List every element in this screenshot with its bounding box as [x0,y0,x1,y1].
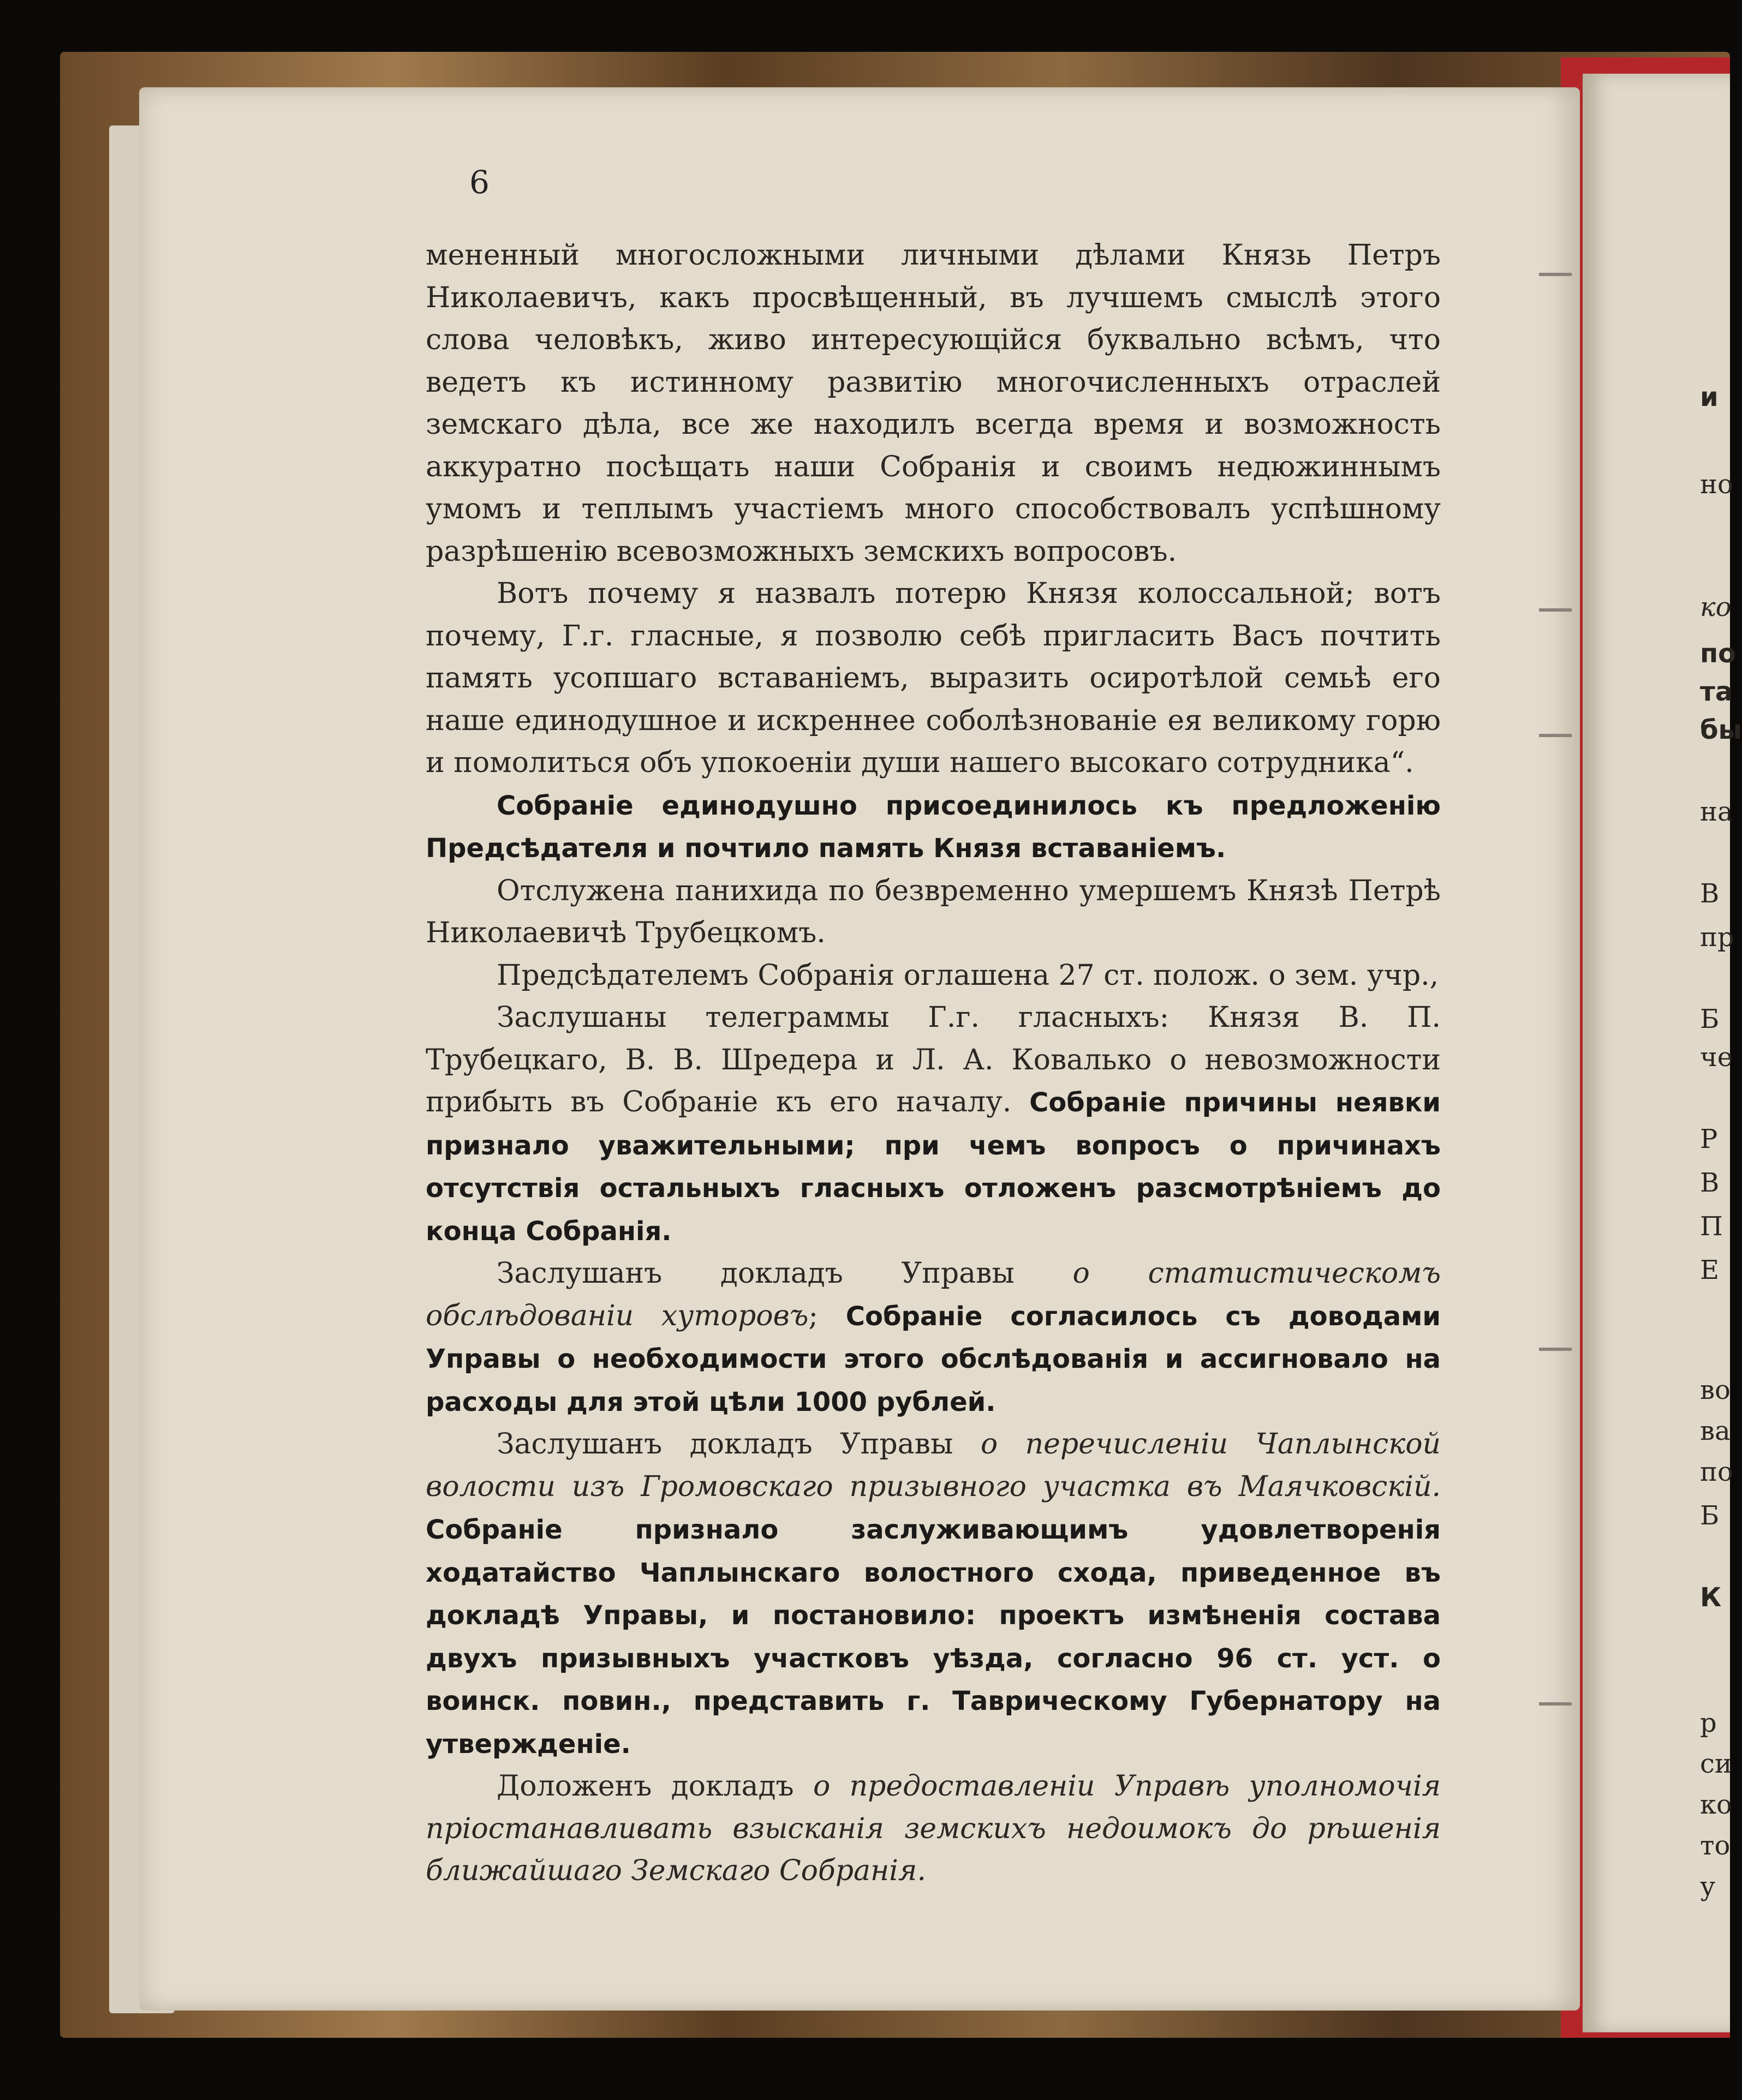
text-span: мененный многосложными личными дѣлами Князь Петръ Николаевичъ, какъ просвѣщенный, въ лучшемъ смыслѣ этого слова человѣкъ, живо интересующійся буквально всѣмъ, что ведетъ къ истинному развитію многочисленныхъ отраслей земскаго дѣла, все же находилъ всегда время и возможность аккуратно посѣщать наши Собранія и своимъ недюжиннымъ умомъ и теплымъ участіемъ много способствовалъ успѣшному разрѣшенію всевозможныхъ земскихъ вопросовъ. [426,239,1441,568]
right-page-fragment: по [1700,1457,1733,1487]
text-span: о предоставленіи Управѣ уполномочія пріостанавливать взысканія земскихъ недоимокъ до рѣшенія ближайшаго Земскаго Собранія. [426,1770,1441,1887]
right-page-fragment: П [1700,1211,1723,1242]
paragraph [426,235,1441,573]
right-page-fragment: ва [1700,1416,1731,1446]
text-span: Заслушанъ докладъ Управы [497,1257,1073,1290]
right-page-fragment: К [1700,1582,1722,1613]
text-span: ; [808,1299,846,1332]
right-page-fragment: во [1700,1375,1731,1405]
right-page-fragment: Р [1700,1124,1718,1154]
binding-thread [1539,1348,1572,1351]
right-page-fragment: ко [1700,592,1732,623]
text-span: Заслушанъ докладъ Управы [497,1428,981,1461]
text-span: Собраніе единодушно присоединилось къ предложенію Предсѣдателя и почтило память Князя вставаніемъ. [426,790,1441,864]
right-page-fragment: бы [1700,715,1742,745]
paragraph [426,955,1441,997]
text-span: Доложенъ докладъ [497,1770,813,1803]
right-page-fragment: то [1700,1830,1731,1861]
right-page-fragment: Б [1700,1004,1720,1034]
paragraph [426,573,1441,785]
right-page-fragment: Е [1700,1255,1720,1285]
binding-thread [1539,1702,1572,1706]
page-body-text [426,235,1441,1893]
binding-thread [1539,273,1572,276]
paragraph [426,1253,1441,1423]
paragraph [426,997,1441,1253]
text-span: Собраніе согласилось съ доводами Управы о необходимости этого обслѣдованія и ассигновало на расходы для этой цѣли 1000 рублей. [426,1301,1441,1417]
right-page-fragment: у [1700,1871,1716,1902]
paragraph [426,785,1441,870]
right-page-fragment: на [1700,797,1733,827]
right-page-fragment: си [1700,1749,1732,1779]
right-page-fragment: та [1700,677,1733,707]
right-page-fragment: че [1700,1042,1733,1073]
right-page-fragment: и [1700,382,1719,412]
right-page-fragment: пр [1700,922,1734,953]
paragraph [426,1766,1441,1893]
page-number: 6 [469,164,490,201]
text-span: Вотъ почему я назвалъ потерю Князя колоссальной; вотъ почему, Г.г. гласные, я позволю себѣ пригласить Васъ почтить память усопшаго вставаніемъ, выразить осиротѣлой семьѣ его наше единодушное и искреннее соболѣзнованіе ея великому горю и помолиться объ упокоеніи души нашего высокаго сотрудника“. [426,577,1441,779]
right-page-fragment: Б [1700,1500,1720,1531]
text-span: Заслушаны телеграммы Г.г. гласныхъ: Князя В. П. Трубецкаго, В. В. Шредера и Л. А. Ковалько о невозможности прибыть въ Собраніе къ его началу. [426,1001,1441,1118]
text-span: Собраніе признало заслуживающимъ удовлетворенія ходатайство Чаплынскаго волостного схода, приведенное въ докладѣ Управы, и постановило: проектъ измѣненія состава двухъ призывныхъ участковъ уѣзда, согласно 96 ст. уст. о воинск. повин., представить г. Таврическому Губернатору на утвержденіе. [426,1515,1441,1760]
binding-thread [1539,608,1572,612]
text-span: о перечисленіи Чаплынской волости изъ Громовскаго призывного участка въ Маячковскій. [426,1428,1441,1503]
text-span: Отслужена панихида по безвременно умершемъ Князѣ Петрѣ Николаевичѣ Трубецкомъ. [426,874,1441,949]
text-span: Собраніе причины неявки признало уважительными; при чемъ вопросъ о причинахъ отсутствія остальныхъ гласныхъ отложенъ разсмотрѣніемъ до конца Собранія. [426,1087,1441,1247]
right-page-fragment: ко [1700,1790,1732,1820]
text-span: Предсѣдателемъ Собранія оглашена 27 ст. полож. о зем. учр., [497,959,1439,992]
right-page-fragment: по [1700,638,1737,669]
right-page-fragment: р [1700,1708,1717,1738]
right-page-fragment: В [1700,1168,1720,1198]
right-page-fragment: но [1700,469,1733,500]
right-page-fragment: В [1700,878,1720,909]
text-span: о статистическомъ обслѣдованіи хуторовъ [426,1257,1441,1332]
binding-thread [1539,734,1572,737]
paragraph [426,1423,1441,1766]
paragraph [426,870,1441,955]
